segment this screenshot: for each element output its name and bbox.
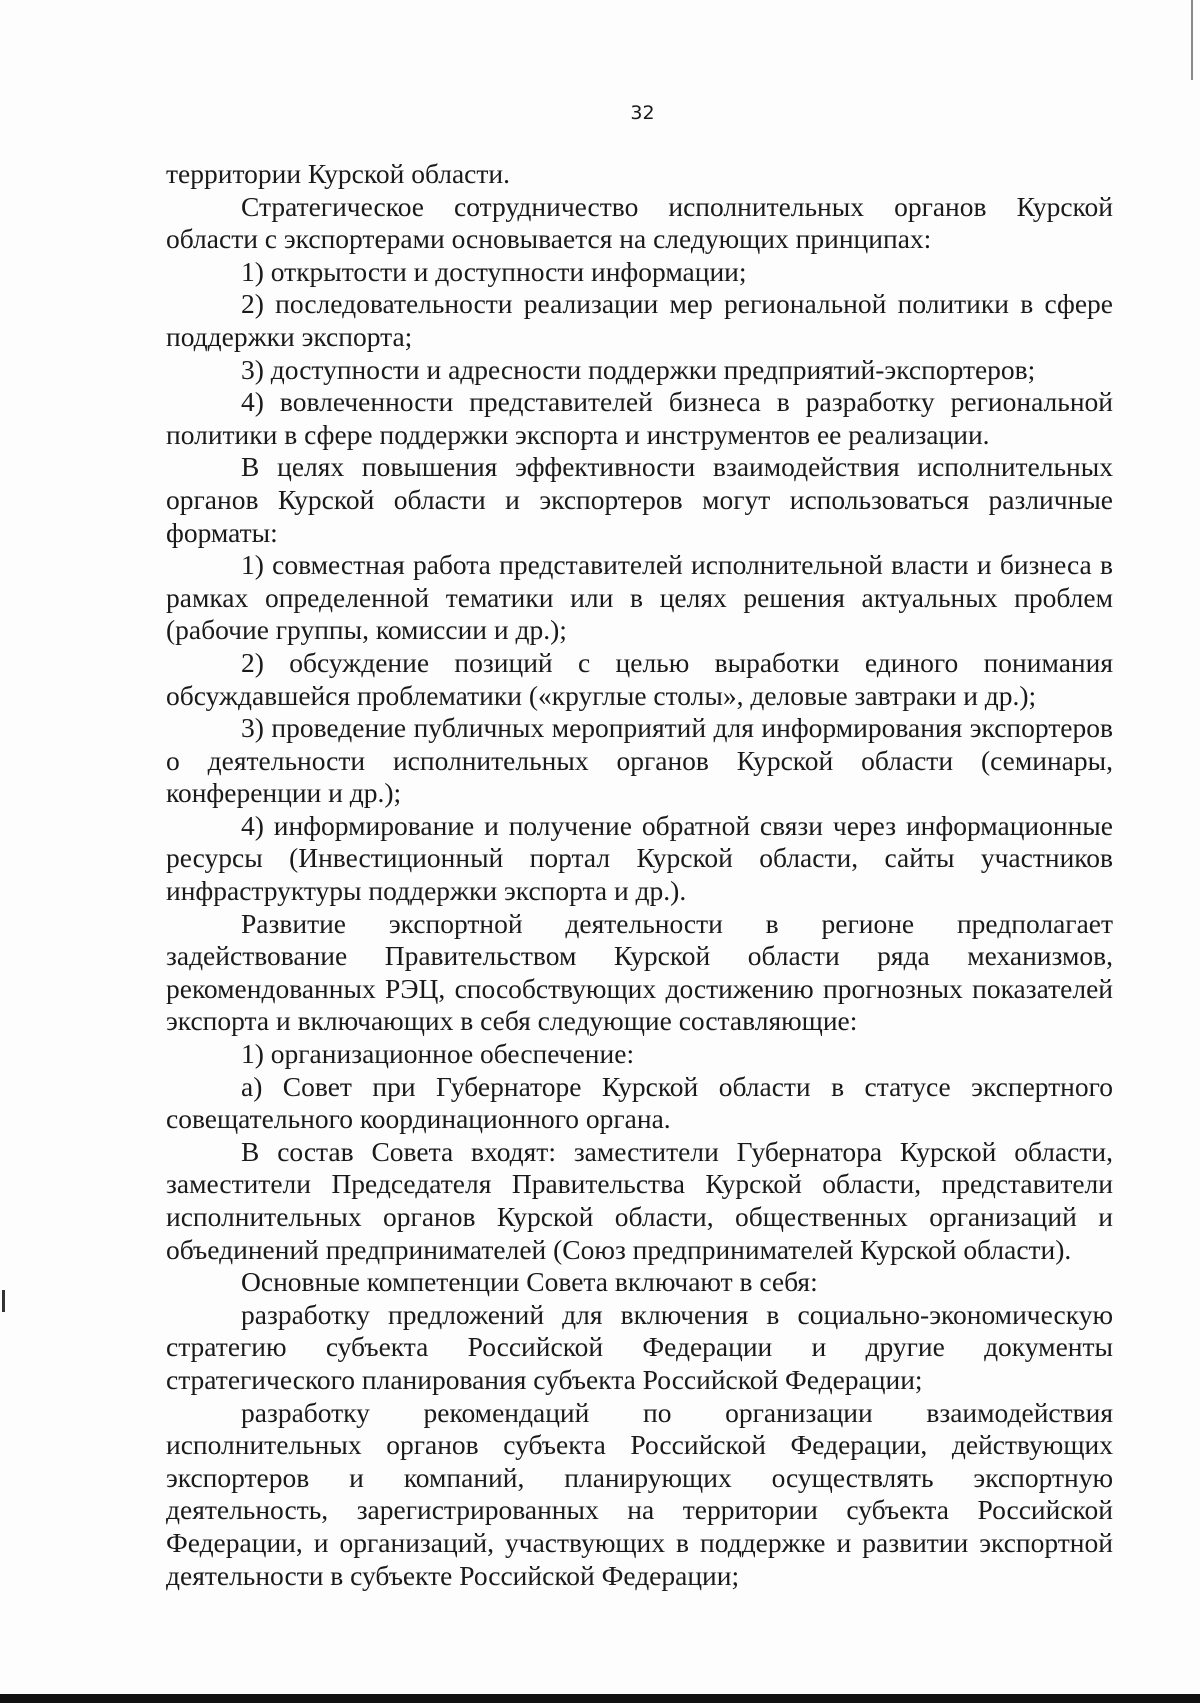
list-item: 2) последовательности реализации мер региональной политики в сфере поддержки экспорта;	[166, 288, 1113, 352]
list-item: разработку предложений для включения в социально-экономическую стратегию субъекта Российской Федерации и другие документы стратегического планирования субъекта Российской Федерации;	[166, 1298, 1113, 1395]
list-item: 2) обсуждение позиций с целью выработки единого понимания обсуждавшейся проблематики («круглые столы», деловые завтраки и др.);	[166, 646, 1113, 711]
list-item: 1) открытости и доступности информации;	[241, 255, 747, 287]
scan-edge-right	[1191, 0, 1193, 80]
list-item: 1) организационное обеспечение:	[241, 1038, 635, 1070]
list-item: разработку рекомендаций по организации взаимодействия исполнительных органов субъекта Российской Федерации, действующих экспортеров и компаний, планирующих осуществлять экспортную деятельность, зарегистрированных на территории субъекта Российской Федерации, и организаций, участвующих в поддержке и развитии экспортной деятельности в субъекте Российской Федерации;	[166, 1396, 1113, 1591]
list-item: 3) доступности и адресности поддержки предприятий-экспортеров;	[241, 353, 1036, 385]
scan-edge-bottom	[0, 1694, 1200, 1703]
list-item: а) Совет при Губернаторе Курской области в статусе экспертного совещательного координационного органа.	[166, 1070, 1113, 1135]
paragraph: В целях повышения эффективности взаимодействия исполнительных органов Курской области и экспортеров могут использоваться различные форматы:	[166, 451, 1113, 548]
document-body	[166, 158, 1113, 1592]
scan-mark-left	[2, 1290, 5, 1312]
list-item: 3) проведение публичных мероприятий для информирования экспортеров о деятельности исполнительных органов Курской области (семинары, конференции и др.);	[166, 712, 1113, 809]
list-item: 4) информирование и получение обратной связи через информационные ресурсы (Инвестиционный портал Курской области, сайты участников инфраструктуры поддержки экспорта и др.).	[166, 809, 1113, 907]
paragraph: Основные компетенции Совета включают в себя:	[241, 1266, 818, 1298]
list-item: 1) совместная работа представителей исполнительной власти и бизнеса в рамках определенной тематики или в целях решения актуальных проблем (рабочие группы, комиссии и др.);	[166, 549, 1113, 646]
paragraph: Развитие экспортной деятельности в регионе предполагает задействование Правительством Курской области ряда механизмов, рекомендованных РЭЦ, способствующих достижению прогнозных показателей экспорта и включающих в себя следующие составляющие:	[166, 907, 1113, 1037]
paragraph: В состав Совета входят: заместители Губернатора Курской области, заместители Председателя Правительства Курской области, представители исполнительных органов Курской области, общественных организаций и объединений предпринимателей (Союз предпринимателей Курской области).	[166, 1135, 1113, 1265]
paragraph: территории Курской области.	[166, 158, 510, 189]
list-item: 4) вовлеченности представителей бизнеса в разработку региональной политики в сфере поддержки экспорта и инструментов ее реализации.	[166, 386, 1113, 450]
page-number: 32	[630, 102, 655, 124]
paragraph: Стратегическое сотрудничество исполнительных органов Курской области с экспортерами основывается на следующих принципах:	[166, 190, 1113, 255]
